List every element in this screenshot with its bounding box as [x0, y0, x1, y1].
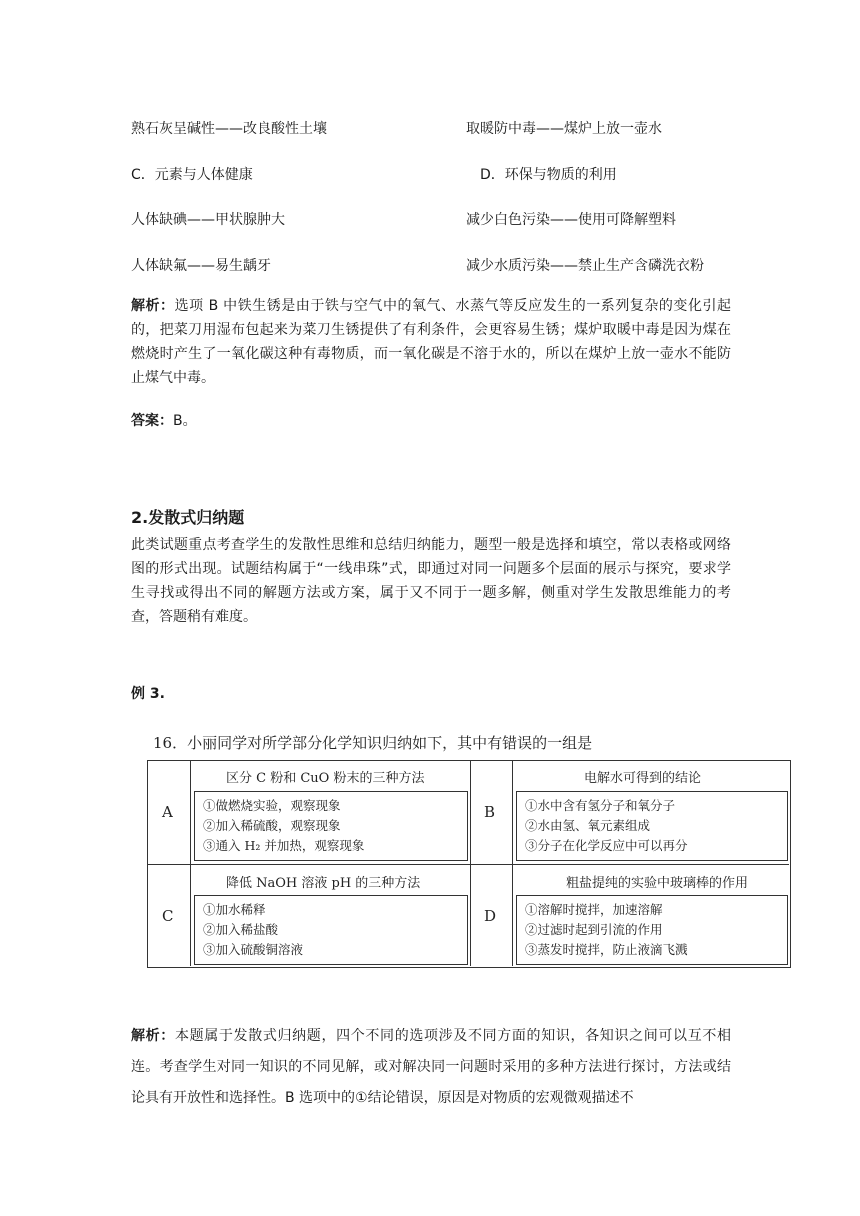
option-a-header: 区分 C 粉和 CuO 粉末的三种方法: [226, 771, 425, 786]
answer-label: 答案：: [131, 413, 173, 429]
option-d-letter: D: [484, 907, 497, 925]
option-b-item: ②水由氢、氧元素组成: [525, 818, 651, 833]
question-image: [147, 728, 791, 972]
option-a-item: ③通入 H₂ 并加热，观察现象: [203, 838, 365, 853]
option-c-item: ③加入硫酸铜溶液: [203, 942, 304, 957]
option-d-item: ③蒸发时搅拌，防止液滴飞溅: [525, 942, 688, 957]
analysis-label: 解析：: [131, 1028, 175, 1044]
option-d-header: 粗盐提纯的实验中玻璃棒的作用: [566, 876, 749, 891]
col-divider-mid: [470, 761, 471, 966]
analysis-text: 选项 B 中铁生锈是由于铁与空气中的氧气、水蒸气等反应发生的一系列复杂的变化引起的，把菜刀用湿布包起来为菜刀生锈提供了有利条件，会更容易生锈；煤炉取暖中毒是因为煤在燃烧时产生了一氧化碳这种有毒物质，而一氧化碳是不溶于水的，所以在煤炉上放一壶水不能防止煤气中毒。: [131, 298, 731, 386]
answer-line: [131, 410, 197, 430]
option-b-letter: B: [484, 803, 496, 821]
pair-right-1: 取暖防中毒——煤炉上放一壶水: [466, 121, 662, 137]
option-a-item: ②加入稀硫酸，观察现象: [203, 818, 341, 833]
col-divider-b: [512, 761, 513, 966]
option-b-item: ③分子在化学反应中可以再分: [525, 838, 688, 853]
options-table: [147, 760, 791, 968]
pair-right-4: 减少水质污染——禁止生产含磷洗衣粉: [466, 258, 704, 274]
option-b-box: [516, 791, 788, 861]
option-a-letter: A: [162, 803, 173, 821]
option-d-item: ②过滤时起到引流的作用: [525, 922, 663, 937]
example-label: 例 3.: [131, 686, 165, 702]
option-d-box: [516, 895, 788, 965]
question-title: 16．小丽同学对所学部分化学知识归纳如下，其中有错误的一组是: [153, 734, 593, 752]
option-c-letter: C: [162, 907, 174, 925]
option-a-box: [194, 791, 468, 861]
analysis-label: 解析：: [131, 298, 175, 314]
option-b-item: ①水中含有氢分子和氧分子: [525, 798, 676, 813]
analysis-paragraph-1: [131, 294, 731, 390]
option-c-item: ②加入稀盐酸: [203, 922, 279, 937]
option-a-item: ①做燃烧实验，观察现象: [203, 798, 341, 813]
pair-left-3: 人体缺碘——甲状腺肿大: [131, 212, 285, 228]
row-divider: [148, 864, 789, 865]
option-c-item: ①加水稀释: [203, 902, 266, 917]
col-divider-a: [190, 761, 191, 966]
section-paragraph: 此类试题重点考查学生的发散性思维和总结归纳能力，题型一般是选择和填空，常以表格或网络图的形式出现。试题结构属于“一线串珠”式，即通过对同一问题多个层面的展示与探究，要求学生寻找或得出不同的解题方法或方案，属于又不同于一题多解，侧重对学生发散思维能力的考查，答题稍有难度。: [131, 537, 731, 625]
section-heading: 2.发散式归纳题: [131, 508, 245, 527]
answer-text: B。: [173, 413, 197, 429]
option-d-item: ①溶解时搅拌，加速溶解: [525, 902, 663, 917]
analysis-paragraph-2: [131, 1021, 731, 1114]
option-c-header: 降低 NaOH 溶液 pH 的三种方法: [226, 876, 421, 891]
pair-left-4: 人体缺氟——易生龋牙: [131, 258, 271, 274]
option-c-box: [194, 895, 468, 965]
analysis-text: 本题属于发散式归纳题，四个不同的选项涉及不同方面的知识，各知识之间可以互不相连。考查学生对同一知识的不同见解，或对解决同一问题时采用的多种方法进行探讨，方法或结论具有开放性和选择性。B 选项中的①结论错误，原因是对物质的宏观微观描述不: [131, 1028, 732, 1106]
pair-left-1: 熟石灰呈碱性——改良酸性土壤: [131, 121, 327, 137]
option-c-heading: C．元素与人体健康: [131, 167, 253, 183]
option-d-heading: D．环保与物质的利用: [480, 167, 617, 183]
option-b-header: 电解水可得到的结论: [584, 771, 702, 786]
pair-right-3: 减少白色污染——使用可降解塑料: [466, 212, 676, 228]
